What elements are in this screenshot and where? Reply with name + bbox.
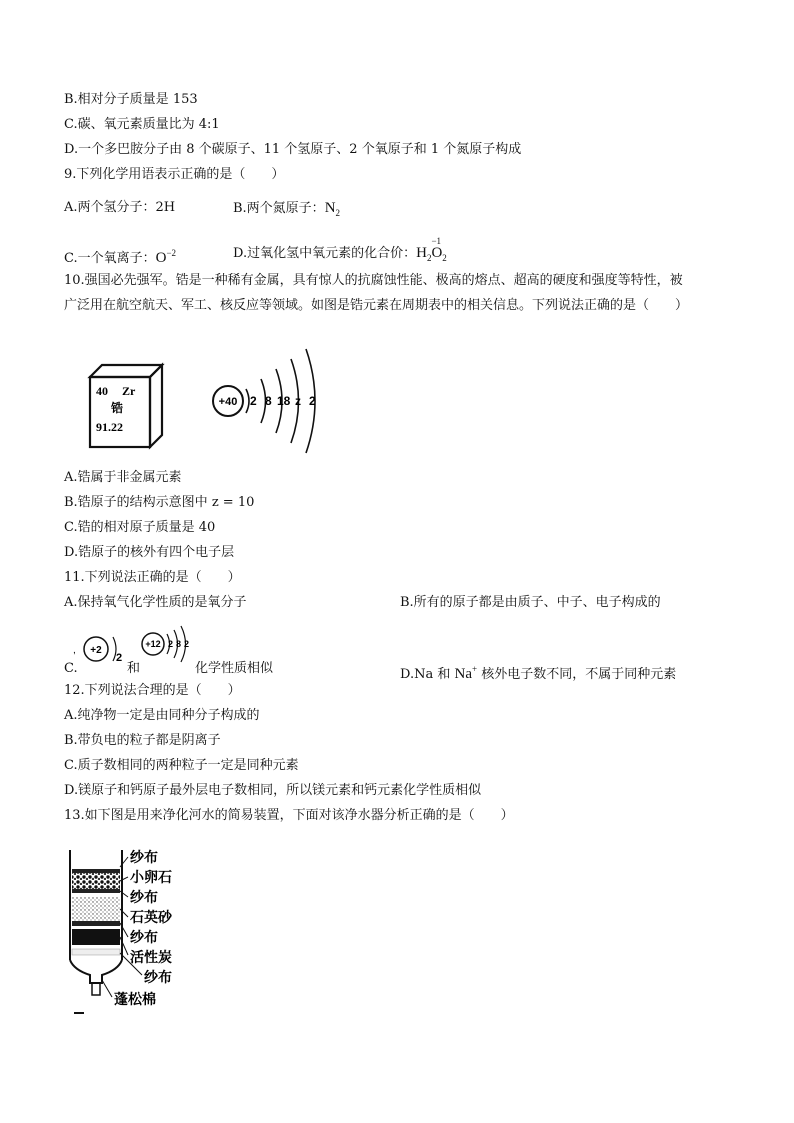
option-d-dopamine-composition: D.一个多巴胺分子由 8 个碳原子、11 个氢原子、2 个氧原子和 1 个氮原子构成 — [64, 142, 522, 157]
mg-atom-structure — [142, 626, 189, 662]
mg-shell-3: 2 — [184, 639, 190, 649]
label-activated-carbon: 活性炭 — [130, 950, 172, 966]
n2-formula: $N_2$ — [324, 200, 341, 218]
question-10-stem-line1: 10.强国必先强军。锆是一种稀有金属，具有惊人的抗腐蚀性能、极高的熔点、超高的硬度和强度等特性，被 — [64, 273, 683, 288]
q12-option-a: A.纯净物一定是由同种分子构成的 — [64, 708, 260, 723]
q10-option-d: D.锆原子的核外有四个电子层 — [64, 545, 235, 560]
water-filter-figure — [64, 845, 204, 1020]
svg-text:,: , — [73, 645, 76, 656]
zr-shell-2: 8 — [265, 394, 272, 408]
h2o2-formula: $H_2$ −1 $O_2$ — [416, 245, 447, 261]
zirconium-figure — [64, 335, 324, 460]
mg-nucleus: +12 — [145, 639, 161, 649]
q9-option-b: B.两个氮原子：$N_2$ — [233, 200, 341, 218]
card-atomic-number: 40 — [96, 384, 108, 398]
mg-shell-2: 8 — [176, 639, 182, 649]
label-gauze-3: 纱布 — [130, 930, 158, 946]
zr-shell-4: z — [295, 394, 301, 408]
question-11-stem: 11.下列说法正确的是（ ） — [64, 570, 241, 585]
oxidation-state-label: −1 — [431, 236, 442, 246]
mg-shell-1: 2 — [168, 639, 174, 649]
q11-option-b: B.所有的原子都是由质子、中子、电子构成的 — [400, 595, 661, 610]
zr-shell-5: 2 — [309, 394, 316, 408]
q11-option-a: A.保持氧气化学性质的是氧分子 — [64, 595, 247, 610]
zr-shell-1: 2 — [250, 394, 257, 408]
label-pebbles: 小卵石 — [130, 870, 172, 886]
oxide-ion-formula: $O^{-2}$ — [155, 248, 177, 266]
question-9-stem: 9.下列化学用语表示正确的是（ ） — [64, 167, 285, 182]
q10-option-c: C.锆的相对原子质量是 40 — [64, 520, 216, 535]
he-atom-structure — [73, 637, 122, 664]
label-gauze-1: 纱布 — [130, 850, 158, 866]
option-b-molecular-mass: B.相对分子质量是 153 — [64, 92, 198, 107]
q10-option-a: A.锆属于非金属元素 — [64, 470, 182, 485]
label-gauze-4: 纱布 — [144, 970, 172, 986]
card-symbol: Zr — [122, 384, 136, 398]
q9-option-c: C.一个氧离子：$O^{-2}$ — [64, 248, 177, 266]
q11-option-c-and: 和 — [127, 661, 141, 676]
sodium-ion-formula: Na+ — [454, 664, 478, 682]
q10-option-b: B.锆原子的结构示意图中 z = 10 — [64, 495, 255, 510]
zr-nucleus: +40 — [218, 396, 238, 408]
question-12-stem: 12.下列说法合理的是（ ） — [64, 683, 241, 698]
question-13-stem: 13.如下图是用来净化河水的简易装置，下面对该净水器分析正确的是（ ） — [64, 808, 514, 823]
q11-option-c-suffix: 化学性质相似 — [195, 661, 274, 676]
label-gauze-2: 纱布 — [130, 890, 158, 906]
zr-shell-3: 18 — [277, 394, 291, 408]
q12-option-c: C.质子数相同的两种粒子一定是同种元素 — [64, 758, 299, 773]
he-shell-1: 2 — [116, 652, 123, 664]
q11-option-c-prefix: C. — [64, 661, 78, 676]
q9-option-a: A.两个氢分子：2H — [64, 200, 176, 215]
label-cotton: 蓬松棉 — [114, 992, 156, 1008]
element-card — [90, 365, 162, 447]
q11-option-d: D.Na 和 Na+ 核外电子数不同，不属于同种元素 — [400, 664, 677, 682]
q12-option-d: D.镁原子和钙原子最外层电子数相同，所以镁元素和钙元素化学性质相似 — [64, 783, 482, 798]
he-nucleus: +2 — [90, 645, 102, 656]
question-10-stem-line2: 广泛用在航空航天、军工、核反应等领域。如图是锆元素在周期表中的相关信息。下列说法正确的是（ ） — [64, 298, 689, 313]
option-c-mass-ratio: C.碳、氧元素质量比为 4:1 — [64, 117, 220, 132]
q12-option-b: B.带负电的粒子都是阴离子 — [64, 733, 221, 748]
q9-option-d: D.过氧化氢中氧元素的化合价：$H_2$ −1 $O_2$ — [233, 244, 447, 267]
card-element-name: 锆 — [111, 401, 124, 415]
label-quartz-sand: 石英砂 — [130, 910, 172, 926]
card-atomic-mass: 91.22 — [96, 420, 123, 434]
zr-atom-structure — [213, 349, 316, 453]
